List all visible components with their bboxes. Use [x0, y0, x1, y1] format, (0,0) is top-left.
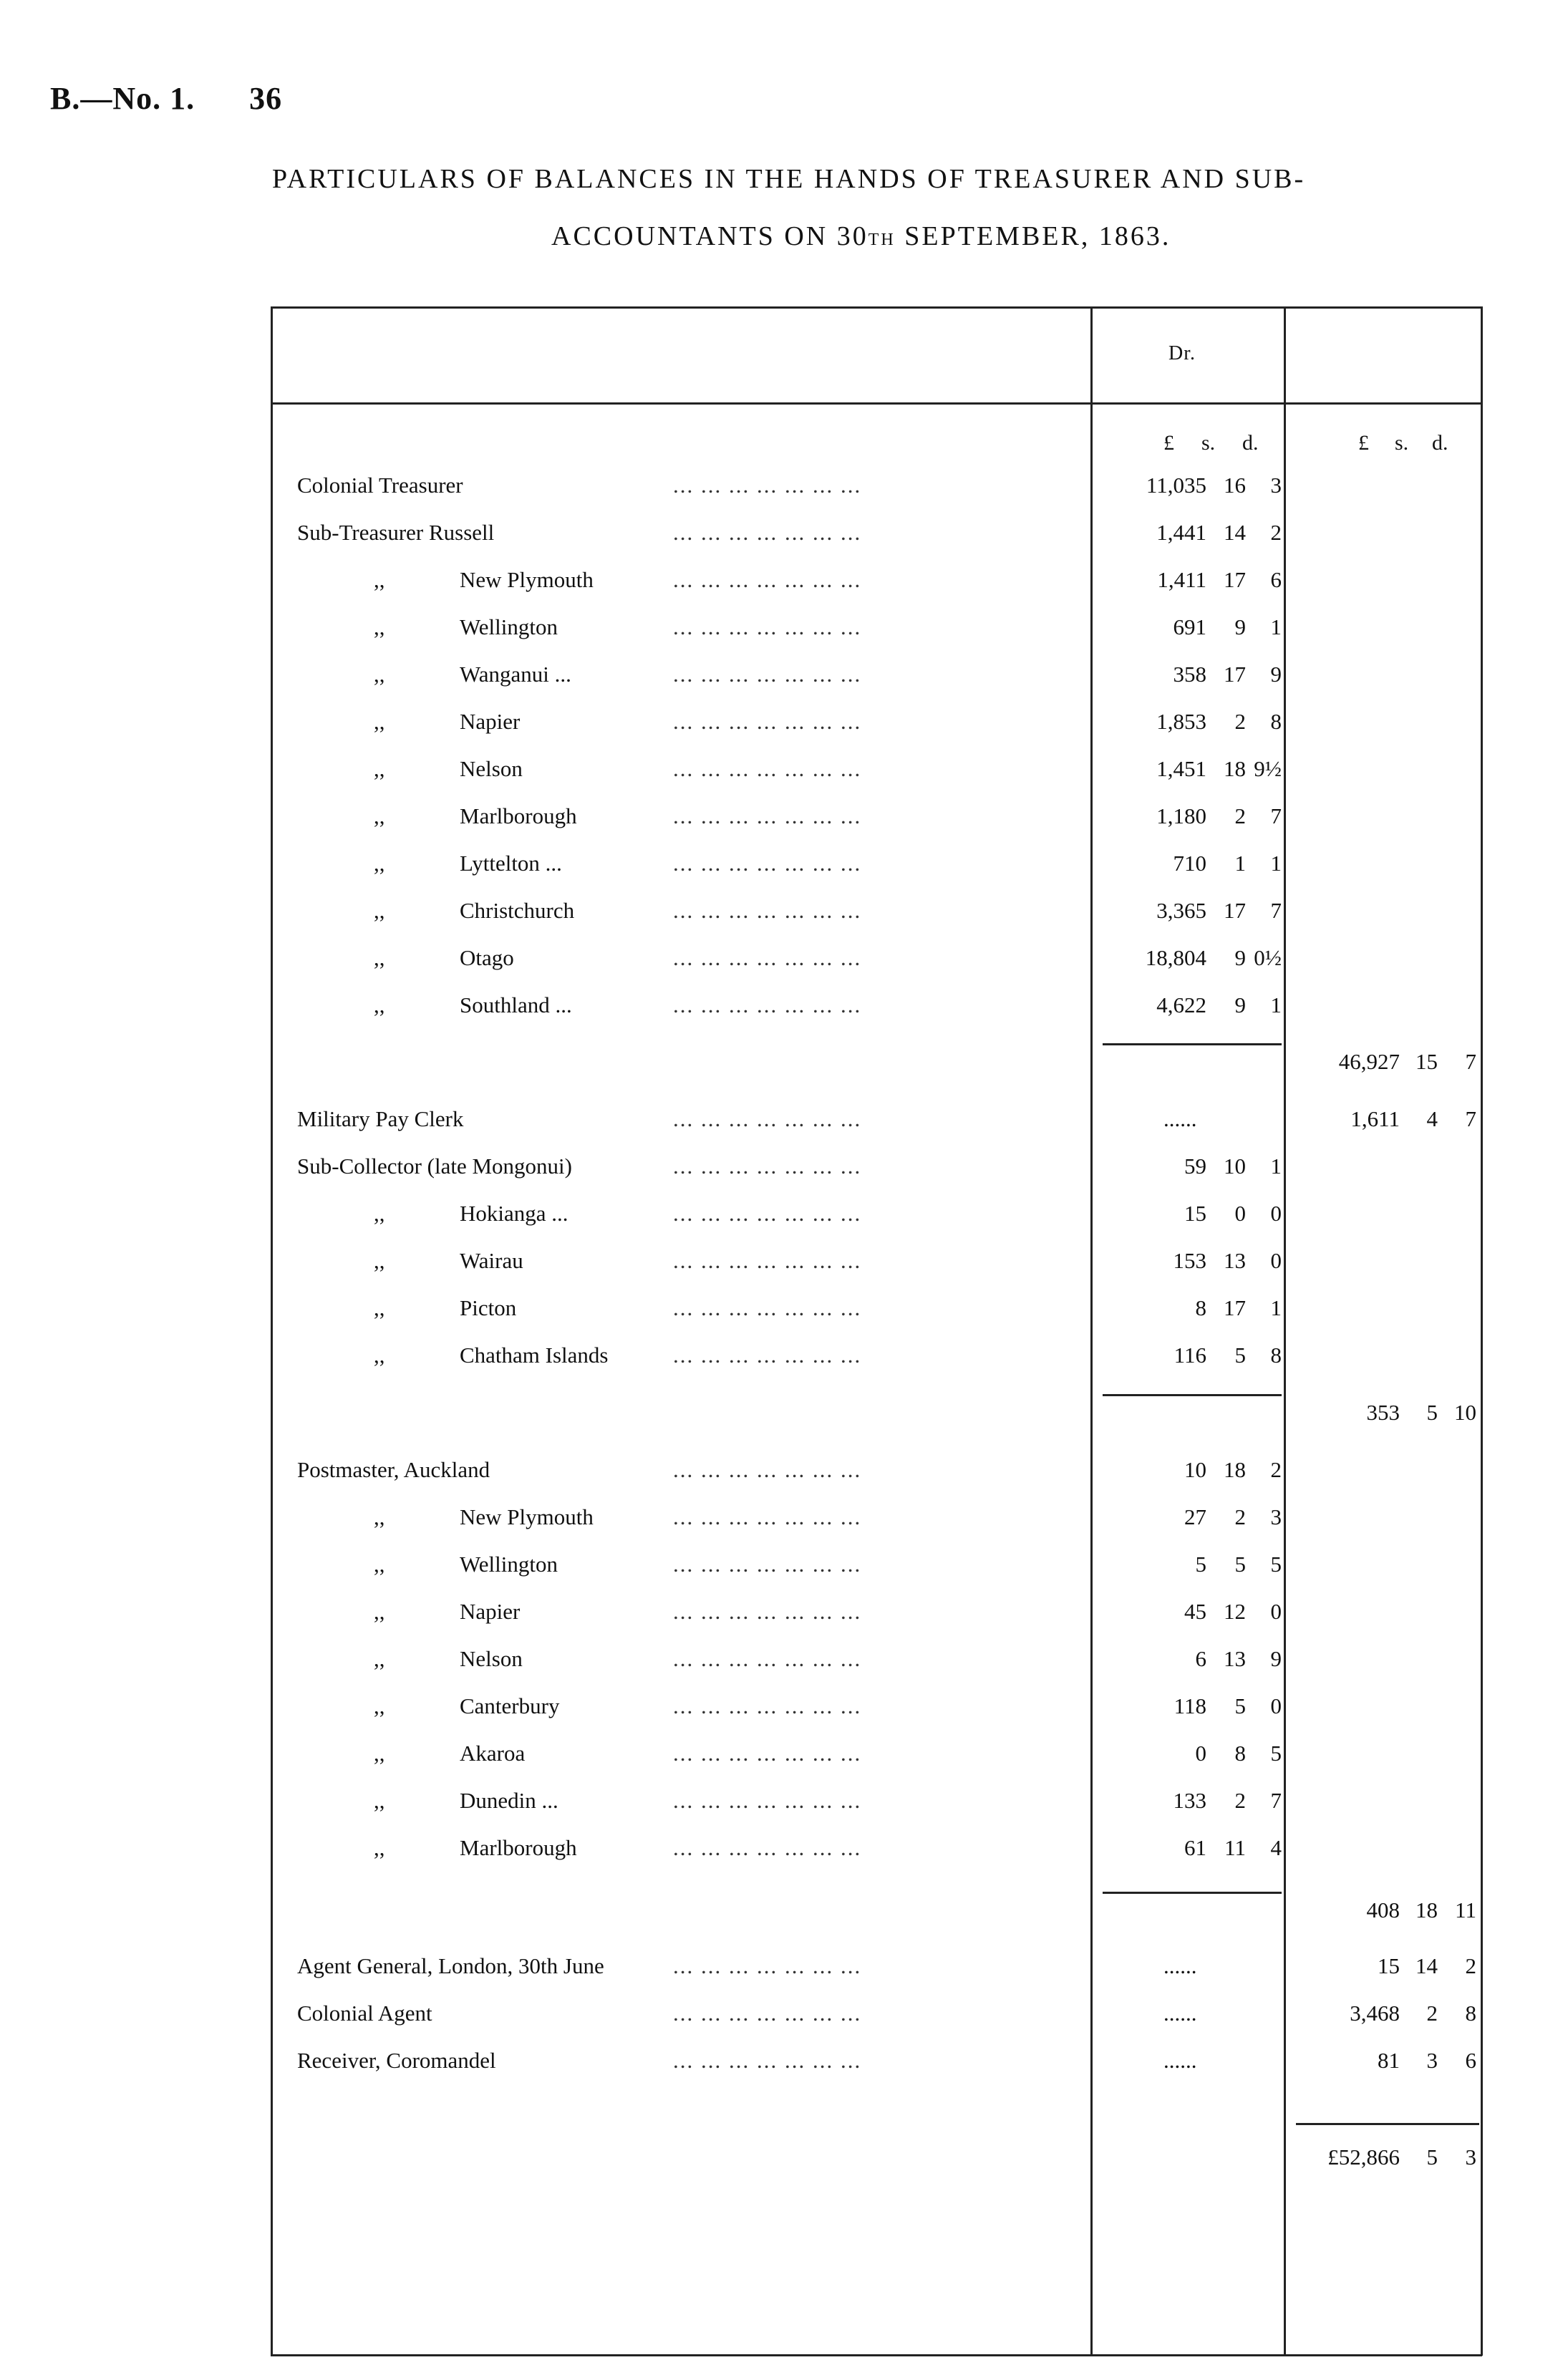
dot-leader: ... ... ... ... ... ... ... — [673, 1693, 862, 1718]
dr-amount-pence: 9 — [1270, 1646, 1282, 1671]
cr-amount-pence: 7 — [1465, 1106, 1476, 1131]
table-row — [0, 1049, 1568, 1092]
cr-amount-pence: 6 — [1465, 2048, 1476, 2073]
ditto-mark: ,, — [374, 1343, 385, 1368]
dr-unit-pound: £ — [1163, 431, 1174, 455]
dr-amount-pounds: 8 — [1195, 1295, 1206, 1320]
row-label: Christchurch — [460, 898, 575, 923]
ditto-mark: ,, — [374, 1599, 385, 1624]
page-number: 36 — [249, 81, 283, 116]
dr-amount-pence: 1 — [1270, 614, 1282, 639]
dr-amount-shillings: 17 — [1224, 662, 1246, 687]
subtotal-amount-shillings: 5 — [1426, 1400, 1438, 1425]
subtotal-rule — [1103, 1394, 1282, 1396]
table-row — [0, 662, 1568, 705]
dr-amount-shillings: 2 — [1234, 1788, 1246, 1813]
dr-amount-shillings: 2 — [1234, 803, 1246, 828]
cr-unit-pence: d. — [1432, 431, 1448, 455]
dr-amount-pence: 7 — [1270, 803, 1282, 828]
dr-amount-pounds: 153 — [1173, 1248, 1206, 1273]
subtotal-amount-pence: 11 — [1455, 1897, 1476, 1922]
dr-amount-pence: 0 — [1270, 1693, 1282, 1718]
cr-amount-shillings: 2 — [1426, 2001, 1438, 2026]
dr-blank: ...... — [1163, 1106, 1197, 1131]
dr-amount-pounds: 116 — [1173, 1343, 1206, 1368]
dr-amount-pence: 4 — [1270, 1835, 1282, 1860]
table-row — [0, 473, 1568, 516]
ditto-mark: ,, — [374, 1201, 385, 1226]
dr-unit-pence: d. — [1242, 431, 1259, 455]
dr-amount-shillings: 13 — [1224, 1248, 1246, 1273]
row-label: Chatham Islands — [460, 1343, 609, 1368]
table-row — [0, 1897, 1568, 1940]
cr-amount-pence: 2 — [1465, 1953, 1476, 1978]
row-label: Canterbury — [460, 1693, 560, 1718]
dot-leader: ... ... ... ... ... ... ... — [673, 520, 862, 545]
dr-unit-shilling: s. — [1201, 431, 1216, 455]
dr-amount-pence: 2 — [1270, 1457, 1282, 1482]
table-row — [0, 992, 1568, 1035]
dr-amount-shillings: 17 — [1224, 1295, 1246, 1320]
dot-leader: ... ... ... ... ... ... ... — [673, 1741, 862, 1766]
dr-amount-pounds: 1,411 — [1157, 567, 1206, 592]
cr-unit-pound: £ — [1358, 431, 1369, 455]
title-line-2: ACCOUNTANTS ON 30TH SEPTEMBER, 1863. — [551, 221, 1171, 251]
ditto-mark: ,, — [374, 756, 385, 781]
dr-amount-pence: 9 — [1270, 662, 1282, 687]
table-row — [0, 1248, 1568, 1291]
dr-amount-shillings: 2 — [1234, 709, 1246, 734]
table-row — [0, 1835, 1568, 1878]
ditto-mark: ,, — [374, 1835, 385, 1860]
dot-leader: ... ... ... ... ... ... ... — [673, 851, 862, 876]
cr-unit-shilling: s. — [1395, 431, 1409, 455]
subtotal-rule — [1103, 1043, 1282, 1045]
dr-amount-pence: 0 — [1270, 1201, 1282, 1226]
dot-leader: ... ... ... ... ... ... ... — [673, 1599, 862, 1624]
table-head-border — [271, 402, 1482, 405]
table-row — [0, 1552, 1568, 1595]
subtotal-amount-shillings: 18 — [1415, 1897, 1438, 1922]
table-row — [0, 898, 1568, 941]
dr-amount-pounds: 27 — [1184, 1504, 1206, 1529]
table-row — [0, 520, 1568, 563]
ditto-mark: ,, — [374, 1248, 385, 1273]
dr-amount-shillings: 11 — [1224, 1835, 1246, 1860]
row-label: Sub-Collector (late Mongonui) — [297, 1153, 572, 1179]
dot-leader: ... ... ... ... ... ... ... — [673, 1835, 862, 1860]
dr-amount-pence: 0 — [1270, 1248, 1282, 1273]
dot-leader: ... ... ... ... ... ... ... — [673, 1295, 862, 1320]
dr-amount-pounds: 45 — [1184, 1599, 1206, 1624]
dr-amount-pence: 1 — [1270, 1295, 1282, 1320]
subtotal-amount-pence: 10 — [1454, 1400, 1476, 1425]
table-top-border — [271, 306, 1482, 309]
dr-amount-pence: 2 — [1270, 520, 1282, 545]
dr-amount-shillings: 8 — [1234, 1741, 1246, 1766]
dot-leader: ... ... ... ... ... ... ... — [673, 945, 862, 970]
dot-leader: ... ... ... ... ... ... ... — [673, 2001, 862, 2026]
page-title — [272, 150, 1489, 269]
dr-amount-shillings: 14 — [1224, 520, 1246, 545]
dr-amount-shillings: 10 — [1224, 1153, 1246, 1179]
table-row — [0, 1343, 1568, 1385]
dr-amount-pounds: 61 — [1184, 1835, 1206, 1860]
ditto-mark: ,, — [374, 851, 385, 876]
dr-amount-pounds: 18,804 — [1145, 945, 1206, 970]
ditto-mark: ,, — [374, 1295, 385, 1320]
table-row — [0, 2001, 1568, 2043]
dr-amount-pence: 7 — [1270, 1788, 1282, 1813]
row-label: Sub-Treasurer Russell — [297, 520, 495, 545]
dr-amount-pounds: 10 — [1184, 1457, 1206, 1482]
ditto-mark: ,, — [374, 1504, 385, 1529]
dr-amount-shillings: 16 — [1224, 473, 1246, 498]
cr-amount-shillings: 4 — [1426, 1106, 1438, 1131]
dr-amount-shillings: 9 — [1234, 992, 1246, 1017]
dr-amount-pounds: 5 — [1195, 1552, 1206, 1577]
ditto-mark: ,, — [374, 945, 385, 970]
dr-amount-shillings: 18 — [1224, 1457, 1246, 1482]
page-header — [50, 80, 282, 117]
ditto-mark: ,, — [374, 567, 385, 592]
dr-amount-pounds: 15 — [1184, 1201, 1206, 1226]
subtotal-rule — [1103, 1892, 1282, 1894]
dr-amount-pounds: 118 — [1173, 1693, 1206, 1718]
dr-amount-pence: 1 — [1270, 992, 1282, 1017]
cr-amount-pounds: 15 — [1378, 1953, 1400, 1978]
dr-amount-pence: 8 — [1270, 709, 1282, 734]
table-row — [0, 1201, 1568, 1244]
row-label: Agent General, London, 30th June — [297, 1953, 604, 1978]
total-amount-pence: 3 — [1465, 2144, 1476, 2170]
dr-amount-pounds: 3,365 — [1156, 898, 1206, 923]
dot-leader: ... ... ... ... ... ... ... — [673, 803, 862, 828]
ditto-mark: ,, — [374, 1693, 385, 1718]
row-label: Wairau — [460, 1248, 523, 1273]
dr-amount-shillings: 17 — [1224, 898, 1246, 923]
dot-leader: ... ... ... ... ... ... ... — [673, 1201, 862, 1226]
dr-amount-shillings: 5 — [1234, 1693, 1246, 1718]
dr-amount-shillings: 0 — [1234, 1201, 1246, 1226]
table-row — [0, 1504, 1568, 1547]
dr-amount-shillings: 17 — [1224, 567, 1246, 592]
table-row — [0, 1153, 1568, 1196]
table-row — [0, 1741, 1568, 1784]
dot-leader: ... ... ... ... ... ... ... — [673, 1457, 862, 1482]
dr-amount-pounds: 11,035 — [1146, 473, 1206, 498]
row-label: Marlborough — [460, 803, 577, 828]
dr-amount-pounds: 1,451 — [1156, 756, 1206, 781]
total-amount-shillings: 5 — [1426, 2144, 1438, 2170]
dr-amount-pounds: 1,441 — [1156, 520, 1206, 545]
dr-blank: ...... — [1163, 2048, 1197, 2073]
table-row — [0, 567, 1568, 610]
dot-leader: ... ... ... ... ... ... ... — [673, 1788, 862, 1813]
dr-amount-pence: 3 — [1270, 1504, 1282, 1529]
row-label: Napier — [460, 709, 521, 734]
ditto-mark: ,, — [374, 1788, 385, 1813]
ditto-mark: ,, — [374, 992, 385, 1017]
subtotal-amount-shillings: 15 — [1415, 1049, 1438, 1074]
table-row — [0, 851, 1568, 894]
ditto-mark: ,, — [374, 898, 385, 923]
total-rule — [1296, 2123, 1479, 2125]
dr-amount-pence: 9½ — [1254, 756, 1282, 781]
dr-amount-pounds: 133 — [1173, 1788, 1206, 1813]
row-label: Receiver, Coromandel — [297, 2048, 496, 2073]
row-label: Nelson — [460, 1646, 523, 1671]
dr-amount-pounds: 691 — [1173, 614, 1206, 639]
title-line-1: PARTICULARS OF BALANCES IN THE HANDS OF TREASURER AND SUB- — [272, 164, 1306, 194]
dr-amount-pence: 5 — [1270, 1741, 1282, 1766]
dr-amount-pounds: 4,622 — [1156, 992, 1206, 1017]
row-label: Southland ... — [460, 992, 572, 1017]
row-label: Wellington — [460, 614, 558, 639]
table-row — [0, 945, 1568, 988]
ditto-mark: ,, — [374, 662, 385, 687]
dot-leader: ... ... ... ... ... ... ... — [673, 1343, 862, 1368]
dr-amount-shillings: 9 — [1234, 614, 1246, 639]
cr-amount-pounds: 1,611 — [1350, 1106, 1400, 1131]
row-label: Lyttelton ... — [460, 851, 562, 876]
dot-leader: ... ... ... ... ... ... ... — [673, 1106, 862, 1131]
subtotal-amount-pence: 7 — [1465, 1049, 1476, 1074]
row-label: Colonial Treasurer — [297, 473, 463, 498]
dr-amount-pence: 0½ — [1254, 945, 1282, 970]
table-row — [0, 1788, 1568, 1831]
dr-amount-shillings: 5 — [1234, 1552, 1246, 1577]
table-row — [0, 1693, 1568, 1736]
dr-amount-pence: 1 — [1270, 1153, 1282, 1179]
table-row — [0, 1599, 1568, 1642]
row-label: Military Pay Clerk — [297, 1106, 464, 1131]
dr-blank: ...... — [1163, 1953, 1197, 1978]
dr-amount-pounds: 1,853 — [1156, 709, 1206, 734]
dr-amount-pence: 0 — [1270, 1599, 1282, 1624]
row-label: Akaroa — [460, 1741, 526, 1766]
dr-amount-shillings: 9 — [1234, 945, 1246, 970]
table-row — [0, 1400, 1568, 1443]
dot-leader: ... ... ... ... ... ... ... — [673, 756, 862, 781]
cr-amount-pence: 8 — [1465, 2001, 1476, 2026]
row-label: Otago — [460, 945, 514, 970]
ditto-mark: ,, — [374, 1552, 385, 1577]
cr-amount-pounds: 3,468 — [1350, 2001, 1400, 2026]
row-label: Postmaster, Auckland — [297, 1457, 490, 1482]
dr-amount-pence: 7 — [1270, 898, 1282, 923]
ditto-mark: ,, — [374, 1646, 385, 1671]
series-number: B.—No. 1. — [50, 81, 195, 116]
cr-amount-shillings: 3 — [1426, 2048, 1438, 2073]
table-row — [0, 614, 1568, 657]
dot-leader: ... ... ... ... ... ... ... — [673, 1248, 862, 1273]
dot-leader: ... ... ... ... ... ... ... — [673, 898, 862, 923]
dr-amount-pounds: 0 — [1195, 1741, 1206, 1766]
table-bottom-border — [271, 2354, 1482, 2356]
dot-leader: ... ... ... ... ... ... ... — [673, 2048, 862, 2073]
dot-leader: ... ... ... ... ... ... ... — [673, 1953, 862, 1978]
table-row — [0, 756, 1568, 799]
table-row — [0, 2048, 1568, 2091]
row-label: New Plymouth — [460, 1504, 594, 1529]
dr-blank: ...... — [1163, 2001, 1197, 2026]
ditto-mark: ,, — [374, 803, 385, 828]
row-label: Nelson — [460, 756, 523, 781]
dr-amount-pence: 5 — [1270, 1552, 1282, 1577]
table-row — [0, 1295, 1568, 1338]
table-row — [0, 2144, 1568, 2187]
row-label: New Plymouth — [460, 567, 594, 592]
row-label: Wanganui ... — [460, 662, 571, 687]
dr-amount-shillings: 13 — [1224, 1646, 1246, 1671]
dot-leader: ... ... ... ... ... ... ... — [673, 567, 862, 592]
dr-amount-pence: 3 — [1270, 473, 1282, 498]
subtotal-amount-pounds: 46,927 — [1338, 1049, 1400, 1074]
dr-amount-pounds: 358 — [1173, 662, 1206, 687]
table-row — [0, 709, 1568, 752]
table-row — [0, 803, 1568, 846]
row-label: Dunedin ... — [460, 1788, 558, 1813]
row-label: Wellington — [460, 1552, 558, 1577]
ditto-mark: ,, — [374, 1741, 385, 1766]
dr-amount-shillings: 2 — [1234, 1504, 1246, 1529]
row-label: Hokianga ... — [460, 1201, 568, 1226]
dr-amount-shillings: 1 — [1234, 851, 1246, 876]
table-row — [0, 1646, 1568, 1689]
dr-amount-pounds: 710 — [1173, 851, 1206, 876]
subtotal-amount-pounds: 353 — [1366, 1400, 1400, 1425]
dot-leader: ... ... ... ... ... ... ... — [673, 1504, 862, 1529]
row-label: Picton — [460, 1295, 517, 1320]
dot-leader: ... ... ... ... ... ... ... — [673, 1646, 862, 1671]
dot-leader: ... ... ... ... ... ... ... — [673, 1153, 862, 1179]
dot-leader: ... ... ... ... ... ... ... — [673, 473, 862, 498]
dot-leader: ... ... ... ... ... ... ... — [673, 662, 862, 687]
table-row — [0, 1457, 1568, 1500]
dr-amount-pence: 1 — [1270, 851, 1282, 876]
dot-leader: ... ... ... ... ... ... ... — [673, 1552, 862, 1577]
dr-heading: Dr. — [1168, 342, 1196, 364]
total-amount-pounds: £52,866 — [1327, 2144, 1400, 2170]
table-row — [0, 1106, 1568, 1149]
dr-amount-shillings: 5 — [1234, 1343, 1246, 1368]
dot-leader: ... ... ... ... ... ... ... — [673, 709, 862, 734]
dr-amount-pence: 6 — [1270, 567, 1282, 592]
row-label: Marlborough — [460, 1835, 577, 1860]
row-label: Colonial Agent — [297, 2001, 432, 2026]
dot-leader: ... ... ... ... ... ... ... — [673, 614, 862, 639]
ditto-mark: ,, — [374, 614, 385, 639]
cr-amount-pounds: 81 — [1378, 2048, 1400, 2073]
dr-amount-pounds: 6 — [1195, 1646, 1206, 1671]
row-label: Napier — [460, 1599, 521, 1624]
dot-leader: ... ... ... ... ... ... ... — [673, 992, 862, 1017]
dr-amount-pounds: 1,180 — [1156, 803, 1206, 828]
ditto-mark: ,, — [374, 709, 385, 734]
subtotal-amount-pounds: 408 — [1366, 1897, 1400, 1922]
dr-amount-pence: 8 — [1270, 1343, 1282, 1368]
dr-amount-pounds: 59 — [1184, 1153, 1206, 1179]
dr-amount-shillings: 12 — [1224, 1599, 1246, 1624]
cr-amount-shillings: 14 — [1415, 1953, 1438, 1978]
table-row — [0, 1953, 1568, 1996]
dr-amount-shillings: 18 — [1224, 756, 1246, 781]
